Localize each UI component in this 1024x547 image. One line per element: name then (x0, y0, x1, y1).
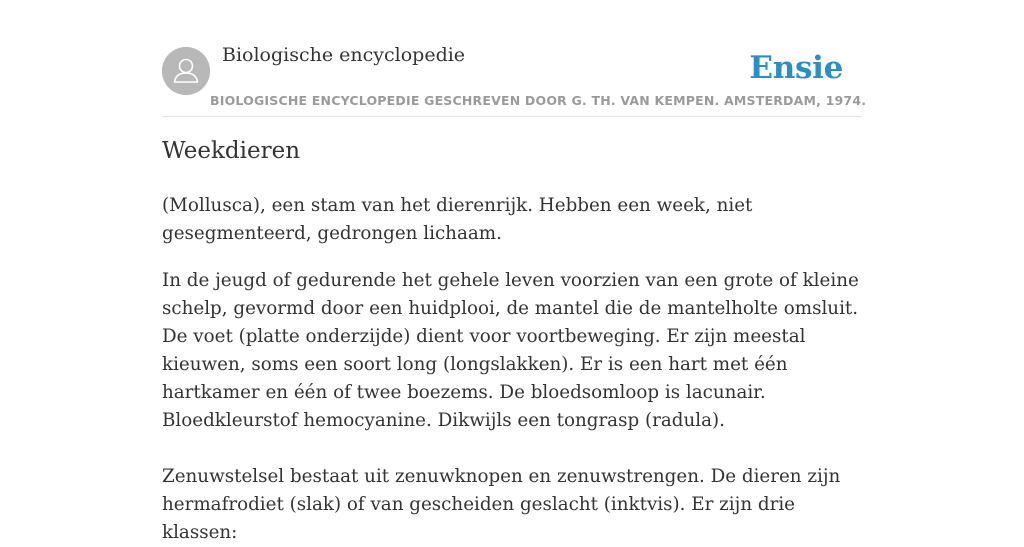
brand-logo[interactable]: Ensie (749, 50, 843, 86)
article-title: Weekdieren (162, 138, 301, 164)
article-paragraph: Zenuwstelsel bestaat uit zenuwknopen en zenuwstrengen. De dieren zijn hermafrodiet (slak) of van gescheiden geslacht (inktvis). Er zijn drie klassen: (162, 466, 841, 543)
user-silhouette-icon[interactable] (162, 47, 210, 95)
source-header (162, 0, 867, 117)
source-title[interactable]: Biologische encyclopedie (222, 44, 466, 66)
article-paragraph: (Mollusca), een stam van het dierenrijk. Hebben een week, niet gesegmenteerd, gedrongen lichaam. (162, 195, 753, 244)
source-description: BIOLOGISCHE ENCYCLOPEDIE GESCHREVEN DOOR G. TH. VAN KEMPEN. AMSTERDAM, 1974. (210, 93, 867, 108)
article-paragraph: In de jeugd of gedurende het gehele leven voorzien van een grote of kleine schelp, gevormd door een huidplooi, de mantel die de mantelholte omsluit. De voet (platte onderzijde) dient voor voortbeweging. Er zijn meestal kieuwen, soms een soort long (longslakken). Er is een hart met één hartkamer en één of twee boezems. De bloedsomloop is lacunair. Bloedkleurstof hemocyanine. Dikwijls een tongrasp (radula). (162, 270, 859, 431)
